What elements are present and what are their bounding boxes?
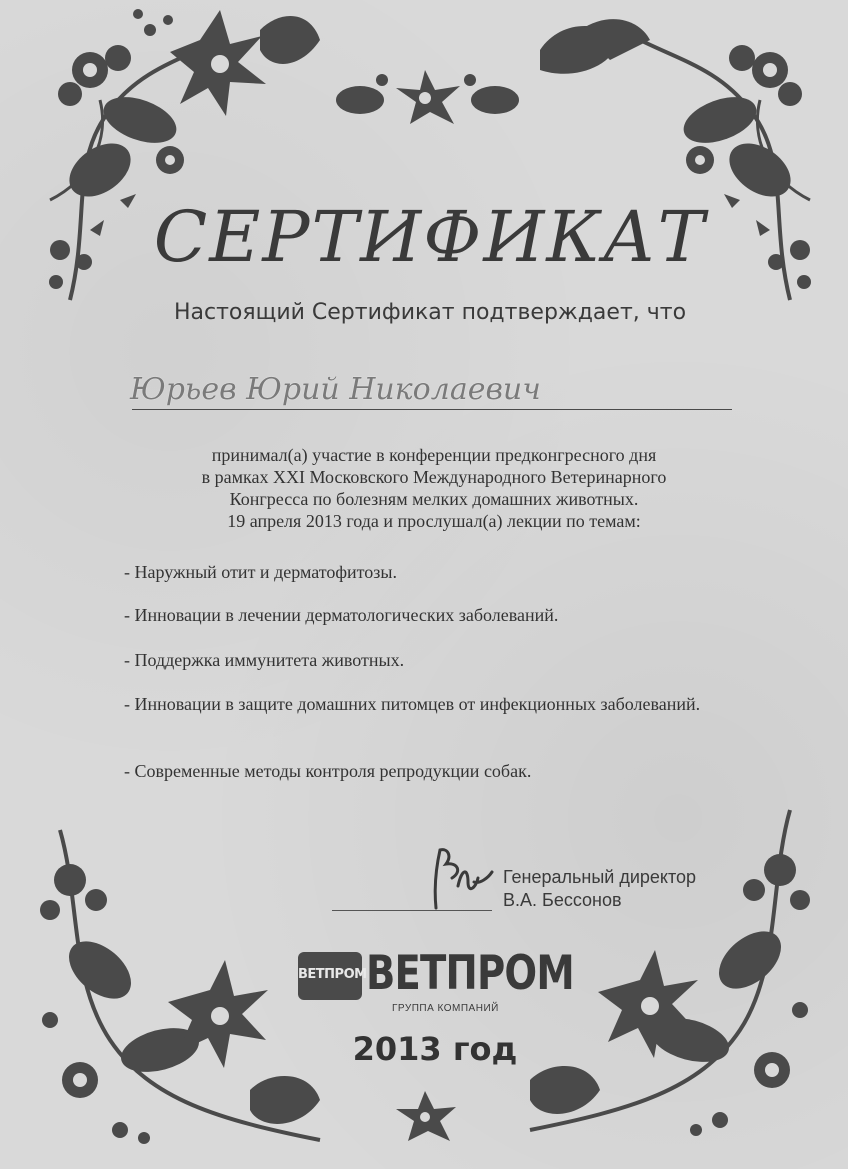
topic-item: - Поддержка иммунитета животных. bbox=[124, 650, 405, 670]
recipient-name: Юрьев Юрий Николаевич bbox=[130, 372, 541, 407]
vetprom-logo bbox=[298, 946, 574, 1016]
body-line: 19 апреля 2013 года и прослушал(а) лекции по темам: bbox=[227, 511, 641, 531]
certificate-title: СЕРТИФИКАТ bbox=[153, 196, 707, 278]
floral-corner-top-left-icon bbox=[30, 0, 320, 330]
signer-name: В.А. Бессонов bbox=[503, 890, 622, 910]
topic-item: - Инновации в лечении дерматологических заболеваний. bbox=[124, 605, 559, 625]
certificate-subtitle: Настоящий Сертификат подтверждает, что bbox=[173, 300, 687, 325]
topic-item: - Наружный отит и дерматофитозы. bbox=[124, 562, 397, 582]
signer-block bbox=[503, 866, 696, 912]
floral-bottom-center-icon bbox=[360, 1085, 490, 1145]
floral-corner-bottom-left-icon bbox=[20, 820, 340, 1165]
body-line: принимал(а) участие в конференции предконгресного дня bbox=[211, 445, 657, 465]
logo-badge: ВЕТПРОМ bbox=[298, 952, 362, 1000]
participation-text bbox=[120, 444, 748, 532]
body-line: Конгресса по болезням мелких домашних животных. bbox=[229, 489, 639, 509]
logo-brand: ВЕТПРОМ bbox=[366, 946, 574, 1001]
floral-top-center-icon bbox=[330, 60, 520, 130]
topic-item: - Современные методы контроля репродукции собак. bbox=[124, 761, 532, 781]
certificate-year: 2013 год bbox=[352, 1030, 518, 1068]
body-line: в рамках XXI Московского Международного Ветеринарного bbox=[201, 467, 667, 487]
recipient-underline bbox=[132, 409, 732, 410]
handwritten-signature bbox=[418, 838, 498, 918]
topic-item: - Инновации в защите домашних питомцев от инфекционных заболеваний. bbox=[124, 694, 701, 714]
signer-position: Генеральный директор bbox=[503, 867, 697, 887]
logo-tagline: ГРУППА КОМПАНИЙ bbox=[392, 1003, 499, 1014]
